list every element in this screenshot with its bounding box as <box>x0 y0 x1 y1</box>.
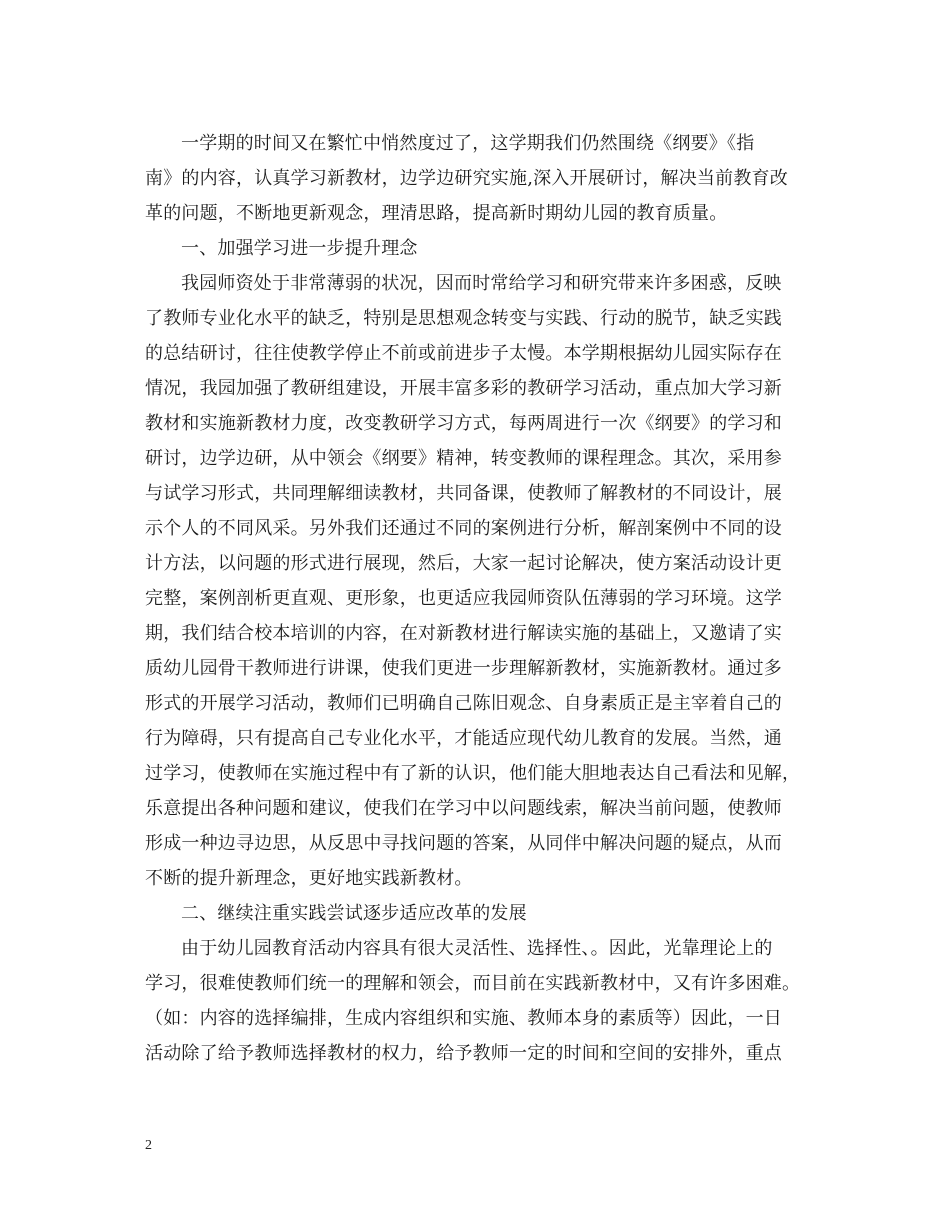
text-line: 研讨，边学边研，从中领会《纲要》精神，转变教师的课程理念。其次，采用参 <box>145 448 782 469</box>
text-line: 革的问题，不断地更新观念，理清思路，提高新时期幼儿园的教育质量。 <box>145 203 728 224</box>
text-line: 期，我们结合校本培训的内容，在对新教材进行解读实施的基础上，又邀请了实 <box>145 623 782 644</box>
text-line: 由于幼儿园教育活动内容具有很大灵活性、选择性、。因此，光靠理论上的 <box>181 938 773 959</box>
text-line: 与试学习形式，共同理解细读教材，共同备课，使教师了解教材的不同设计，展 <box>145 483 782 504</box>
text-line: 形成一种边寻边思，从反思中寻找问题的答案，从同伴中解决问题的疑点，从而 <box>145 833 782 854</box>
text-line: 的总结研讨，往往使教学停止不前或前进步子太慢。本学期根据幼儿园实际存在 <box>145 343 782 364</box>
text-line: 行为障碍，只有提高自己专业化水平，才能适应现代幼儿教育的发展。当然，通 <box>145 728 782 749</box>
text-line: 质幼儿园骨干教师进行讲课，使我们更进一步理解新教材，实施新教材。通过多 <box>145 658 782 679</box>
text-line: 一学期的时间又在繁忙中悄然度过了，这学期我们仍然围绕《纲要》《指 <box>181 133 755 154</box>
text-line: 了教师专业化水平的缺乏，特别是思想观念转变与实践、行动的脱节，缺乏实践 <box>145 308 782 329</box>
document-body <box>145 126 807 1071</box>
text-line: 乐意提出各种问题和建议，使我们在学习中以问题线索，解决当前问题，使教师 <box>145 798 782 819</box>
text-line: 形式的开展学习活动，教师们已明确自己陈旧观念、自身素质正是主宰着自己的 <box>145 693 782 714</box>
page-number: 2 <box>145 1138 152 1153</box>
text-line: 一、加强学习进一步提升理念 <box>181 238 418 259</box>
text-line: （如：内容的选择编排，生成内容组织和实施、教师本身的素质等）因此，一日 <box>145 1008 782 1029</box>
text-line: 南》的内容，认真学习新教材，边学边研究实施,深入开展研讨，解决当前教育改 <box>145 168 788 189</box>
text-line: 计方法，以问题的形式进行展现，然后，大家一起讨论解决，使方案活动设计更 <box>145 553 782 574</box>
text-line: 完整，案例剖析更直观、更形象，也更适应我园师资队伍薄弱的学习环境。这学 <box>145 588 782 609</box>
text-line: 我园师资处于非常薄弱的状况，因而时常给学习和研究带来许多困惑，反映 <box>181 273 782 294</box>
text-line: 过学习，使教师在实施过程中有了新的认识，他们能大胆地表达自己看法和见解， <box>145 763 801 784</box>
text-line: 情况，我园加强了教研组建设，开展丰富多彩的教研学习活动，重点加大学习新 <box>145 378 782 399</box>
text-line: 学习，很难使教师们统一的理解和领会，而目前在实践新教材中，又有许多困难。 <box>145 973 801 994</box>
text-line: 活动除了给予教师选择教材的权力，给予教师一定的时间和空间的安排外，重点 <box>145 1043 782 1064</box>
text-line: 示个人的不同风采。另外我们还通过不同的案例进行分析，解剖案例中不同的设 <box>145 518 782 539</box>
text-line: 二、继续注重实践尝试逐步适应改革的发展 <box>181 903 527 924</box>
text-line: 教材和实施新教材力度，改变教研学习方式，每两周进行一次《纲要》的学习和 <box>145 413 782 434</box>
text-line: 不断的提升新理念，更好地实践新教材。 <box>145 868 473 889</box>
